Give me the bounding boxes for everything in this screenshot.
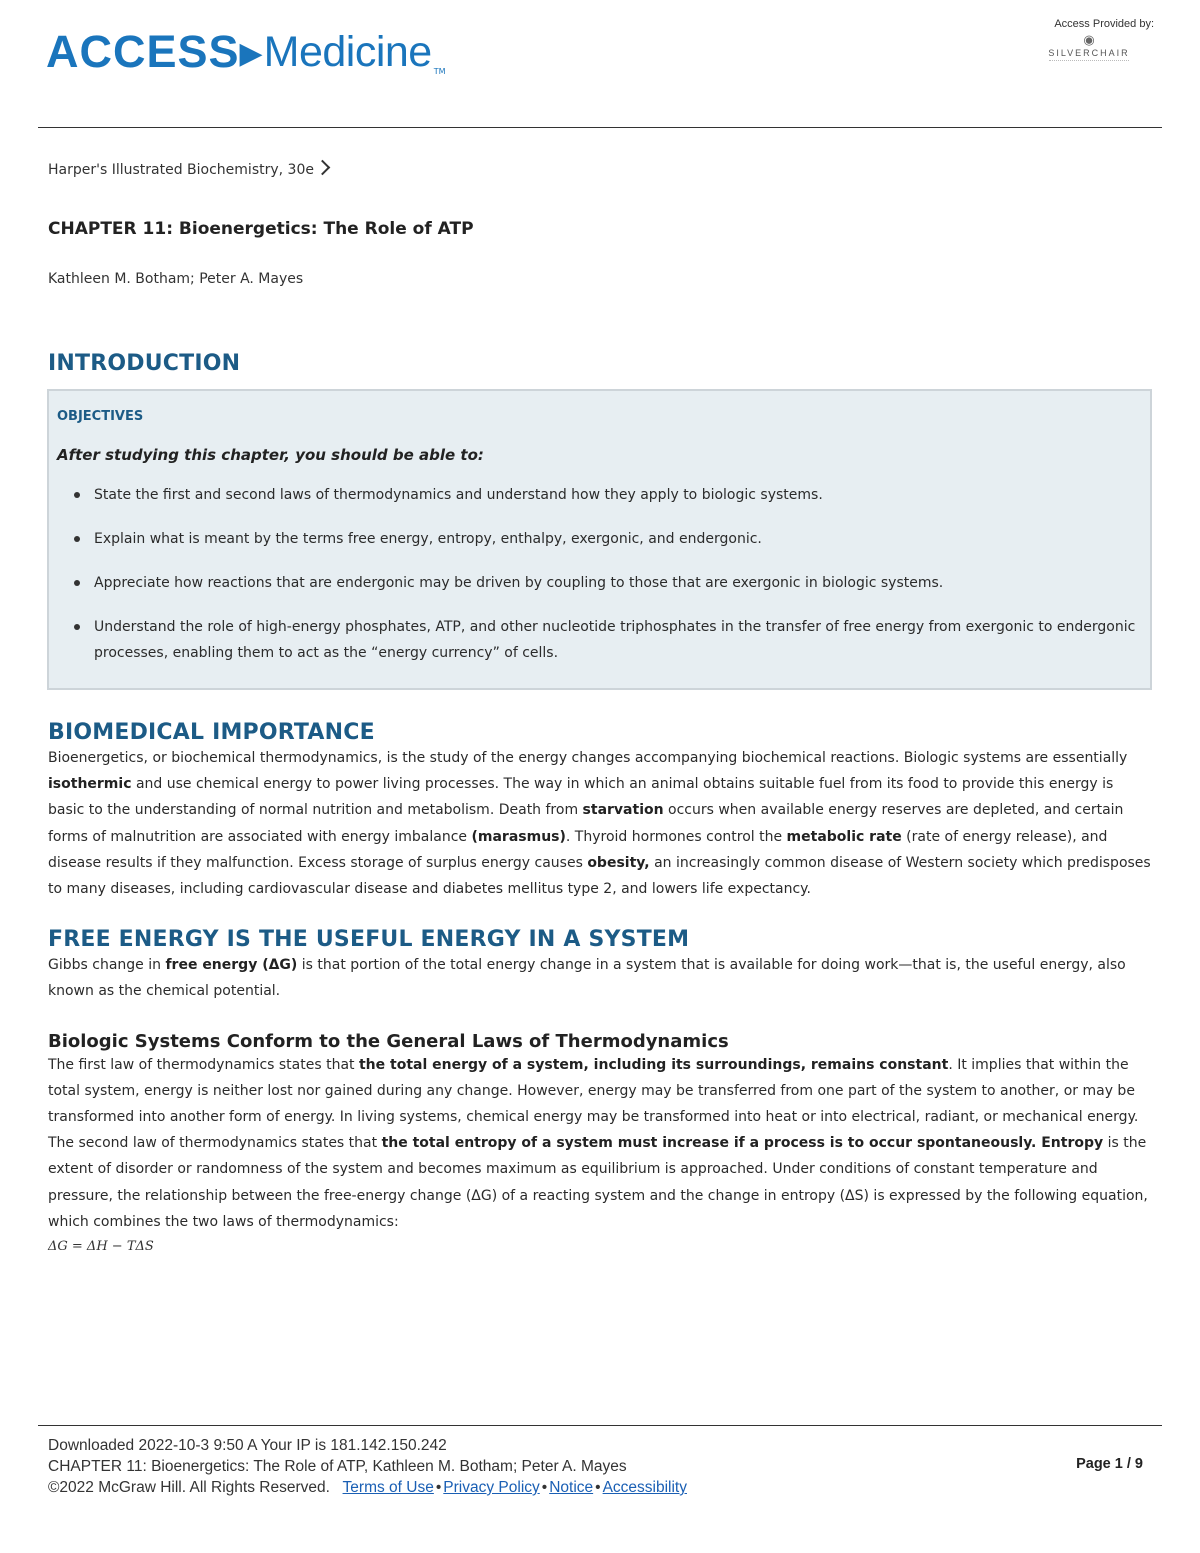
text-run: (rate of energy release), and disease results if they malfunction. Excess storage of surplus energy causes	[48, 828, 1108, 871]
keyword-starvation: starvation	[582, 802, 664, 819]
header-divider	[38, 127, 1162, 128]
objective-item: Explain what is meant by the terms free energy, entropy, enthalpy, exergonic, and endergonic.	[57, 526, 1142, 552]
download-info: Downloaded 2022-10-3 9:50 A Your IP is 181.142.150.242	[48, 1437, 447, 1454]
link-separator: •	[595, 1479, 601, 1496]
chapter-content	[48, 160, 1153, 1254]
second-law-paragraph	[48, 1130, 1153, 1235]
page-number: Page 1 / 9	[1076, 1456, 1143, 1472]
keyword-second-law: the total entropy of a system must increase if a process is to occur spontaneously. Entropy	[381, 1135, 1104, 1152]
privacy-policy-link[interactable]: Privacy Policy	[443, 1479, 540, 1496]
text-run: Bioenergetics, or biochemical thermodynamics, is the study of the energy changes accompanying biochemical reactions. Biologic systems are essentially	[48, 750, 1128, 766]
accessmedicine-logo[interactable]	[46, 20, 446, 80]
logo-trademark: TM	[433, 67, 446, 76]
text-run: is that portion of the total energy change in a system that is available for doing work—that is, the useful energy, also known as the chemical potential.	[48, 957, 1126, 1000]
section-heading-introduction: INTRODUCTION	[48, 351, 241, 376]
keyword-obesity: obesity,	[587, 854, 650, 871]
provider-divider	[1049, 60, 1129, 61]
first-law-paragraph	[48, 1052, 1153, 1131]
gibbs-equation: ΔG = ΔH − TΔS	[48, 1239, 154, 1255]
provider-name: SILVERCHAIR	[1048, 48, 1130, 58]
copyright-text: ©2022 McGraw Hill. All Rights Reserved.	[48, 1479, 330, 1496]
citation-line: CHAPTER 11: Bioenergetics: The Role of ATP, Kathleen M. Botham; Peter A. Mayes	[48, 1458, 627, 1475]
text-run: . It implies that within the total system, energy is neither lost nor gained during any change. However, energy may be transferred from one part of the system to another, or may be transformed into another form of energy. In living systems, chemical energy may be transformed into heat or into electrical, radiant, or mechanical energy.	[48, 1056, 1139, 1126]
link-separator: •	[435, 1479, 442, 1496]
notice-link[interactable]: Notice	[549, 1479, 594, 1496]
link-separator: •	[541, 1479, 548, 1496]
objectives-label: OBJECTIVES	[57, 409, 144, 424]
text-run: Gibbs change in	[48, 957, 166, 974]
logo-arrow-icon: ▶	[239, 36, 263, 71]
subsection-heading-thermodynamics: Biologic Systems Conform to the General Laws of Thermodynamics	[48, 1030, 729, 1052]
provider-logo-icon: ◉	[1083, 32, 1095, 47]
objective-item: Appreciate how reactions that are endergonic may be driven by coupling to those that are exergonic in biologic systems.	[57, 570, 1142, 596]
biomedical-paragraph	[48, 745, 1153, 902]
text-run: occurs when available energy reserves are depleted, and certain forms of malnutrition are associated with energy imbalance	[48, 802, 1124, 845]
section-heading-free-energy: FREE ENERGY IS THE USEFUL ENERGY IN A SYSTEM	[48, 927, 690, 953]
free-energy-paragraph	[48, 952, 1153, 1004]
footer-links-line	[48, 1477, 1143, 1498]
chapter-title: CHAPTER 11: Bioenergetics: The Role of ATP	[48, 219, 474, 239]
logo-medicine-text: Medicine	[263, 28, 432, 76]
logo-access-text: ACCESS	[46, 26, 240, 77]
breadcrumb[interactable]	[48, 160, 1153, 180]
section-heading-biomedical-importance: BIOMEDICAL IMPORTANCE	[48, 720, 375, 745]
keyword-marasmus: (marasmus)	[471, 828, 566, 845]
keyword-first-law: the total energy of a system, including its surroundings, remains constant	[358, 1056, 949, 1073]
text-run: an increasingly common disease of Western society which predisposes to many diseases, including cardiovascular disease and diabetes mellitus type 2, and lowers life expectancy.	[48, 854, 1151, 898]
objectives-list	[57, 482, 1142, 666]
text-run: is the extent of disorder or randomness of the system and becomes maximum as equilibrium is approached. Under conditions of constant temperature and pressure, the relationship between the free-energy change (ΔG) of a reacting system and the change in entropy (ΔS) is expressed by the following equation, which combines the two laws of thermodynamics:	[48, 1135, 1148, 1230]
text-run: . Thyroid hormones control the	[565, 828, 787, 845]
chevron-right-icon	[315, 160, 331, 176]
objectives-lead: After studying this chapter, you should be able to:	[57, 446, 484, 464]
objectives-box	[47, 389, 1152, 690]
terms-of-use-link[interactable]: Terms of Use	[342, 1479, 434, 1496]
keyword-isothermic: isothermic	[48, 776, 132, 793]
keyword-metabolic-rate: metabolic rate	[786, 828, 902, 845]
objective-item: State the first and second laws of thermodynamics and understand how they apply to biologic systems.	[57, 482, 1142, 508]
page-footer	[48, 1435, 1143, 1498]
accessibility-link[interactable]: Accessibility	[602, 1479, 687, 1496]
breadcrumb-book-link[interactable]: Harper's Illustrated Biochemistry, 30e	[48, 162, 314, 178]
footer-divider	[38, 1425, 1162, 1426]
provider-label: Access Provided by:	[1054, 18, 1154, 30]
access-provider	[1024, 18, 1154, 61]
objective-item: Understand the role of high-energy phosphates, ATP, and other nucleotide triphosphates in the transfer of free energy from exergonic to endergonic processes, enabling them to act as the “energy currency” of cells.	[57, 614, 1142, 666]
text-run: and use chemical energy to power living processes. The way in which an animal obtains suitable fuel from its food to provide this energy is basic to the understanding of normal nutrition and metabolism. Death from	[48, 776, 1114, 819]
text-run: The second law of thermodynamics states that	[48, 1135, 382, 1152]
text-run: The first law of thermodynamics states that	[48, 1056, 359, 1073]
keyword-free-energy: free energy (ΔG)	[165, 957, 298, 974]
chapter-authors: Kathleen M. Botham; Peter A. Mayes	[48, 271, 304, 287]
